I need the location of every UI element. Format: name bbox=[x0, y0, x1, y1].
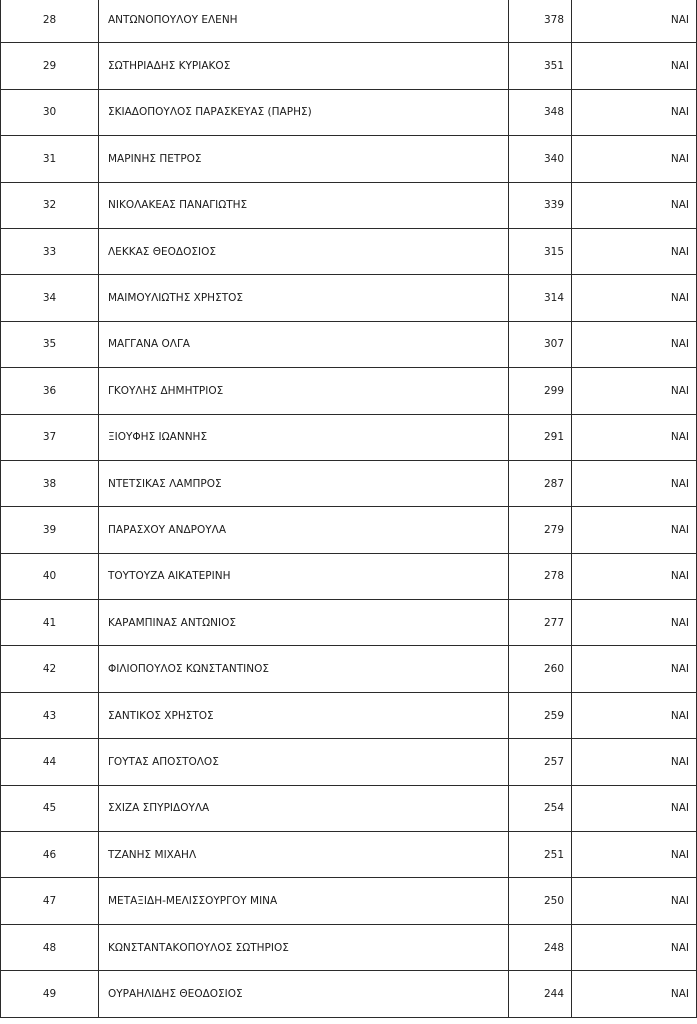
score-cell: 260 bbox=[509, 646, 572, 692]
status-cell: ΝΑΙ bbox=[572, 832, 697, 878]
table-row bbox=[1, 43, 697, 89]
row-number-cell: 46 bbox=[1, 832, 99, 878]
status-cell: ΝΑΙ bbox=[572, 600, 697, 646]
row-number-cell: 43 bbox=[1, 692, 99, 738]
score-cell: 307 bbox=[509, 321, 572, 367]
table-row bbox=[1, 321, 697, 367]
name-cell: ΦΙΛΙΟΠΟΥΛΟΣ ΚΩΝΣΤΑΝΤΙΝΟΣ bbox=[99, 646, 509, 692]
table-row bbox=[1, 414, 697, 460]
name-cell: ΝΙΚΟΛΑΚΕΑΣ ΠΑΝΑΓΙΩΤΗΣ bbox=[99, 182, 509, 228]
row-number-cell: 39 bbox=[1, 507, 99, 553]
status-cell: ΝΑΙ bbox=[572, 368, 697, 414]
row-number-cell: 36 bbox=[1, 368, 99, 414]
status-cell: ΝΑΙ bbox=[572, 507, 697, 553]
name-cell: ΣΩΤΗΡΙΑΔΗΣ ΚΥΡΙΑΚΟΣ bbox=[99, 43, 509, 89]
row-number-cell: 44 bbox=[1, 739, 99, 785]
row-number-cell: 40 bbox=[1, 553, 99, 599]
name-cell: ΑΝΤΩΝΟΠΟΥΛΟΥ ΕΛΕΝΗ bbox=[99, 0, 509, 43]
score-cell: 279 bbox=[509, 507, 572, 553]
row-number-cell: 32 bbox=[1, 182, 99, 228]
name-cell: ΤΟΥΤΟΥΖΑ ΑΙΚΑΤΕΡΙΝΗ bbox=[99, 553, 509, 599]
score-cell: 248 bbox=[509, 924, 572, 970]
table-row bbox=[1, 460, 697, 506]
row-number-cell: 30 bbox=[1, 89, 99, 135]
name-cell: ΝΤΕΤΣΙΚΑΣ ΛΑΜΠΡΟΣ bbox=[99, 460, 509, 506]
row-number-cell: 37 bbox=[1, 414, 99, 460]
status-cell: ΝΑΙ bbox=[572, 739, 697, 785]
score-cell: 277 bbox=[509, 600, 572, 646]
table-row bbox=[1, 228, 697, 274]
table-row bbox=[1, 0, 697, 43]
score-cell: 299 bbox=[509, 368, 572, 414]
row-number-cell: 34 bbox=[1, 275, 99, 321]
status-cell: ΝΑΙ bbox=[572, 646, 697, 692]
name-cell: ΜΕΤΑΞΙΔΗ-ΜΕΛΙΣΣΟΥΡΓΟΥ ΜΙΝΑ bbox=[99, 878, 509, 924]
name-cell: ΓΟΥΤΑΣ ΑΠΟΣΤΟΛΟΣ bbox=[99, 739, 509, 785]
status-cell: ΝΑΙ bbox=[572, 136, 697, 182]
name-cell: ΜΑΙΜΟΥΛΙΩΤΗΣ ΧΡΗΣΤΟΣ bbox=[99, 275, 509, 321]
score-cell: 315 bbox=[509, 228, 572, 274]
score-cell: 259 bbox=[509, 692, 572, 738]
table-row bbox=[1, 89, 697, 135]
status-cell: ΝΑΙ bbox=[572, 924, 697, 970]
name-cell: ΠΑΡΑΣΧΟΥ ΑΝΔΡΟΥΛΑ bbox=[99, 507, 509, 553]
score-cell: 348 bbox=[509, 89, 572, 135]
status-cell: ΝΑΙ bbox=[572, 0, 697, 43]
table-row bbox=[1, 878, 697, 924]
row-number-cell: 49 bbox=[1, 971, 99, 1017]
score-cell: 378 bbox=[509, 0, 572, 43]
status-cell: ΝΑΙ bbox=[572, 89, 697, 135]
row-number-cell: 35 bbox=[1, 321, 99, 367]
status-cell: ΝΑΙ bbox=[572, 878, 697, 924]
row-number-cell: 33 bbox=[1, 228, 99, 274]
name-cell: ΣΧΙΖΑ ΣΠΥΡΙΔΟΥΛΑ bbox=[99, 785, 509, 831]
row-number-cell: 48 bbox=[1, 924, 99, 970]
table-row bbox=[1, 785, 697, 831]
name-cell: ΣΑΝΤΙΚΟΣ ΧΡΗΣΤΟΣ bbox=[99, 692, 509, 738]
results-table-body bbox=[1, 0, 697, 1017]
row-number-cell: 41 bbox=[1, 600, 99, 646]
status-cell: ΝΑΙ bbox=[572, 321, 697, 367]
score-cell: 314 bbox=[509, 275, 572, 321]
status-cell: ΝΑΙ bbox=[572, 414, 697, 460]
row-number-cell: 31 bbox=[1, 136, 99, 182]
status-cell: ΝΑΙ bbox=[572, 971, 697, 1017]
score-cell: 244 bbox=[509, 971, 572, 1017]
table-row bbox=[1, 832, 697, 878]
table-row bbox=[1, 971, 697, 1017]
table-row bbox=[1, 924, 697, 970]
score-cell: 339 bbox=[509, 182, 572, 228]
score-cell: 250 bbox=[509, 878, 572, 924]
status-cell: ΝΑΙ bbox=[572, 460, 697, 506]
status-cell: ΝΑΙ bbox=[572, 785, 697, 831]
score-cell: 251 bbox=[509, 832, 572, 878]
row-number-cell: 38 bbox=[1, 460, 99, 506]
row-number-cell: 28 bbox=[1, 0, 99, 43]
score-cell: 340 bbox=[509, 136, 572, 182]
name-cell: ΣΚΙΑΔΟΠΟΥΛΟΣ ΠΑΡΑΣΚΕΥΑΣ (ΠΑΡΗΣ) bbox=[99, 89, 509, 135]
name-cell: ΞΙΟΥΦΗΣ ΙΩΑΝΝΗΣ bbox=[99, 414, 509, 460]
status-cell: ΝΑΙ bbox=[572, 43, 697, 89]
name-cell: ΟΥΡΑΗΛΙΔΗΣ ΘΕΟΔΟΣΙΟΣ bbox=[99, 971, 509, 1017]
name-cell: ΛΕΚΚΑΣ ΘΕΟΔΟΣΙΟΣ bbox=[99, 228, 509, 274]
score-cell: 257 bbox=[509, 739, 572, 785]
score-cell: 351 bbox=[509, 43, 572, 89]
name-cell: ΜΑΓΓΑΝΑ ΟΛΓΑ bbox=[99, 321, 509, 367]
table-row bbox=[1, 739, 697, 785]
table-row bbox=[1, 136, 697, 182]
name-cell: ΜΑΡΙΝΗΣ ΠΕΤΡΟΣ bbox=[99, 136, 509, 182]
status-cell: ΝΑΙ bbox=[572, 228, 697, 274]
row-number-cell: 42 bbox=[1, 646, 99, 692]
name-cell: ΚΑΡΑΜΠΙΝΑΣ ΑΝΤΩΝΙΟΣ bbox=[99, 600, 509, 646]
status-cell: ΝΑΙ bbox=[572, 275, 697, 321]
row-number-cell: 45 bbox=[1, 785, 99, 831]
name-cell: ΓΚΟΥΛΗΣ ΔΗΜΗΤΡΙΟΣ bbox=[99, 368, 509, 414]
score-cell: 287 bbox=[509, 460, 572, 506]
table-row bbox=[1, 553, 697, 599]
score-cell: 254 bbox=[509, 785, 572, 831]
table-row bbox=[1, 646, 697, 692]
row-number-cell: 29 bbox=[1, 43, 99, 89]
status-cell: ΝΑΙ bbox=[572, 182, 697, 228]
score-cell: 278 bbox=[509, 553, 572, 599]
table-row bbox=[1, 507, 697, 553]
row-number-cell: 47 bbox=[1, 878, 99, 924]
table-row bbox=[1, 182, 697, 228]
status-cell: ΝΑΙ bbox=[572, 692, 697, 738]
name-cell: ΚΩΝΣΤΑΝΤΑΚΟΠΟΥΛΟΣ ΣΩΤΗΡΙΟΣ bbox=[99, 924, 509, 970]
status-cell: ΝΑΙ bbox=[572, 553, 697, 599]
score-cell: 291 bbox=[509, 414, 572, 460]
table-row bbox=[1, 368, 697, 414]
table-row bbox=[1, 600, 697, 646]
table-row bbox=[1, 692, 697, 738]
table-row bbox=[1, 275, 697, 321]
name-cell: ΤΖΑΝΗΣ ΜΙΧΑΗΛ bbox=[99, 832, 509, 878]
